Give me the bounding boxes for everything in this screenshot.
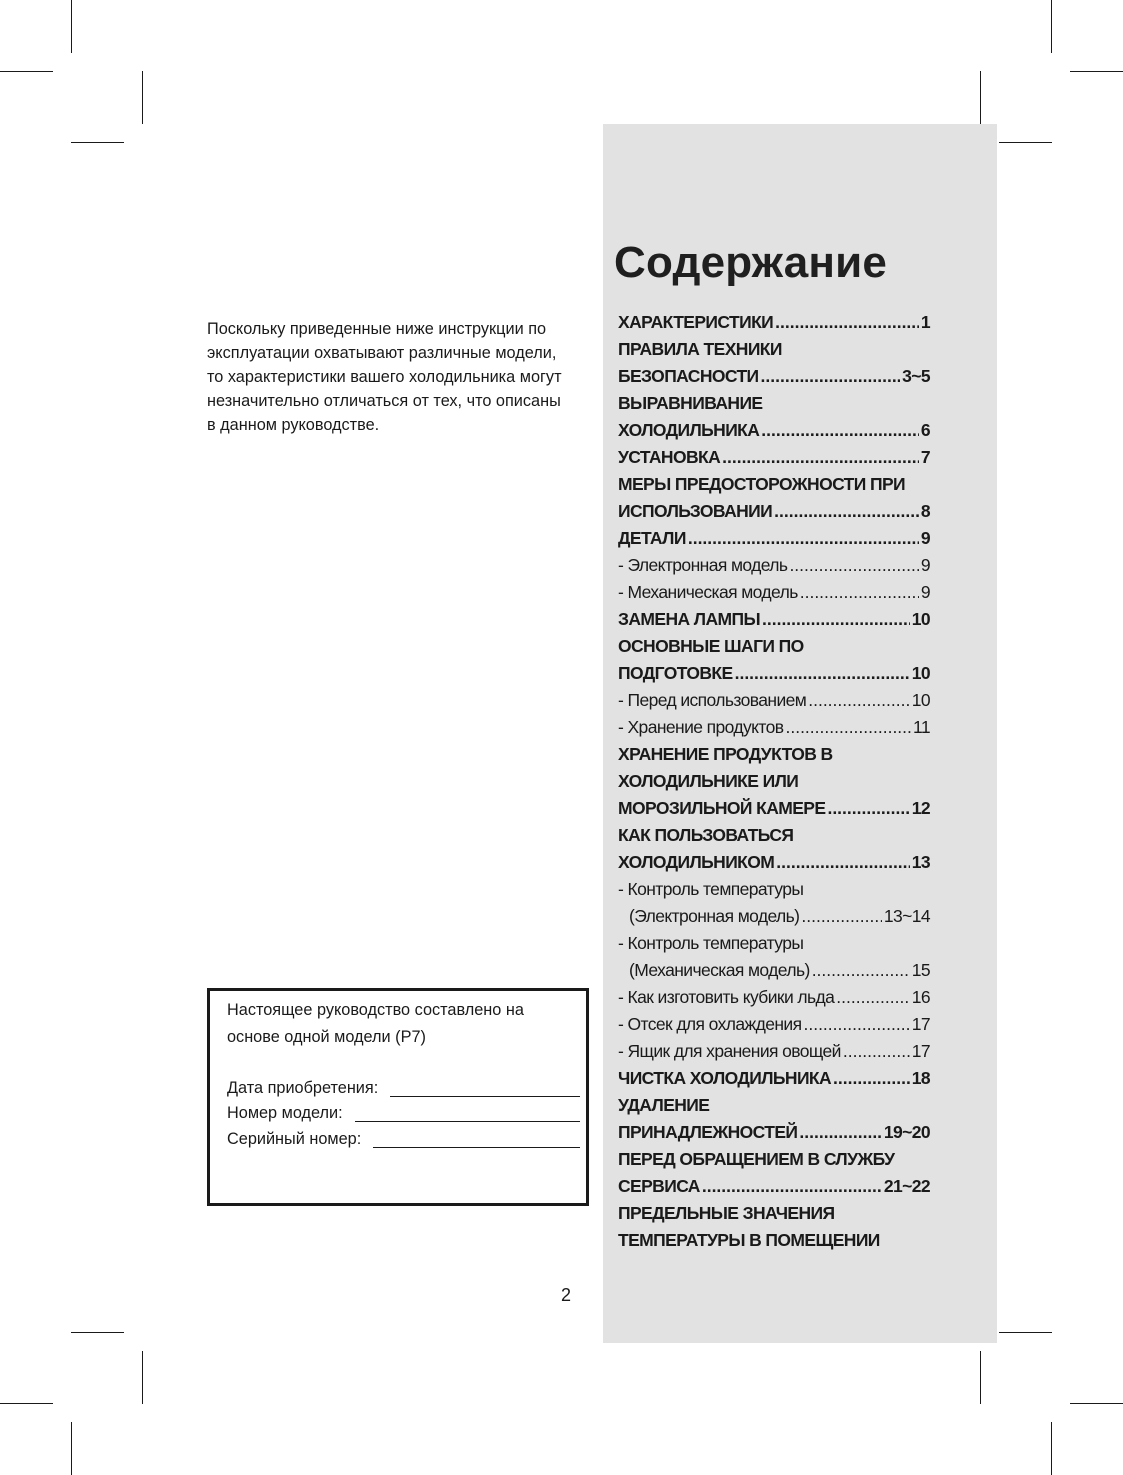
crop-mark bbox=[1051, 0, 1052, 53]
toc-entry-page: 18 bbox=[911, 1068, 930, 1088]
toc-entry-page: 6 bbox=[920, 420, 930, 440]
intro-line: незначительно отличаться от тех, что описаны bbox=[207, 392, 561, 410]
toc-leader-dots bbox=[776, 849, 909, 876]
toc-entry bbox=[618, 1200, 930, 1227]
crop-mark bbox=[980, 1351, 981, 1404]
toc-leader-dots bbox=[775, 309, 919, 336]
toc-entry-page: 9 bbox=[920, 555, 930, 575]
intro-paragraph bbox=[207, 317, 587, 437]
toc-leader-dots bbox=[762, 606, 910, 633]
toc-entry bbox=[618, 1011, 930, 1038]
toc-entry bbox=[618, 1119, 930, 1146]
toc-entry-title: ПРЕДЕЛЬНЫЕ ЗНАЧЕНИЯ bbox=[618, 1203, 835, 1223]
toc-entry-title: - Контроль температуры bbox=[618, 879, 804, 899]
toc-entry bbox=[618, 525, 930, 552]
toc-leader-dots bbox=[722, 444, 919, 471]
toc-entry-page: 21~22 bbox=[883, 1176, 930, 1196]
toc-entry bbox=[618, 741, 930, 768]
toc-leader-dots bbox=[789, 552, 918, 579]
toc-leader-dots bbox=[688, 525, 919, 552]
toc-entry bbox=[618, 1038, 930, 1065]
toc-entry-page: 12 bbox=[911, 798, 930, 818]
toc-entry-page: 7 bbox=[920, 447, 930, 467]
intro-line: то характеристики вашего холодильника могут bbox=[207, 368, 562, 386]
toc-entry-title: ИСПОЛЬЗОВАНИИ bbox=[618, 501, 773, 521]
toc-entry bbox=[618, 822, 930, 849]
model-number-field bbox=[227, 1104, 580, 1128]
toc-entry-page: 19~20 bbox=[883, 1122, 930, 1142]
purchase-info-box bbox=[207, 988, 589, 1206]
toc-entry-title: ЗАМЕНА ЛАМПЫ bbox=[618, 609, 760, 629]
toc-entry-title: СЕРВИСА bbox=[618, 1176, 700, 1196]
toc-entry bbox=[618, 1065, 930, 1092]
toc-entry bbox=[618, 957, 930, 984]
toc-entry-title: УДАЛЕНИЕ bbox=[618, 1095, 710, 1115]
toc-entry-title: БЕЗОПАСНОСТИ bbox=[618, 366, 759, 386]
toc-entry bbox=[618, 1092, 930, 1119]
crop-mark bbox=[999, 142, 1052, 143]
purchase-date-blank bbox=[390, 1079, 580, 1097]
toc-entry bbox=[618, 795, 930, 822]
toc-entry-title: ХАРАКТЕРИСТИКИ bbox=[618, 312, 774, 332]
toc-leader-dots bbox=[803, 1011, 909, 1038]
toc-entry-title: МЕРЫ ПРЕДОСТОРОЖНОСТИ ПРИ bbox=[618, 474, 906, 494]
toc-entry-page: 15 bbox=[911, 960, 930, 980]
serial-number-label: Серийный номер: bbox=[227, 1130, 362, 1148]
toc-entry-page: 8 bbox=[920, 501, 930, 521]
intro-line: эксплуатации охватывают различные модели, bbox=[207, 344, 557, 362]
toc-entry-page: 9 bbox=[920, 582, 930, 602]
toc-leader-dots bbox=[774, 498, 919, 525]
toc-entry-page: 9 bbox=[920, 528, 930, 548]
toc-entry bbox=[618, 417, 930, 444]
toc-entry-title: ПЕРЕД ОБРАЩЕНИЕМ В СЛУЖБУ bbox=[618, 1149, 895, 1169]
toc-leader-dots bbox=[843, 1038, 910, 1065]
toc-entry-title: - Электронная модель bbox=[618, 555, 788, 575]
toc-entry-page: 10 bbox=[911, 609, 930, 629]
toc-leader-dots bbox=[801, 903, 881, 930]
toc-entry bbox=[618, 1146, 930, 1173]
toc-entry bbox=[618, 498, 930, 525]
toc-entry-title: ДЕТАЛИ bbox=[618, 528, 686, 548]
crop-mark bbox=[1051, 1422, 1052, 1475]
toc-entry bbox=[618, 984, 930, 1011]
toc-leader-dots bbox=[761, 417, 919, 444]
toc-entry-title: (Электронная модель) bbox=[629, 906, 800, 926]
toc-entry-title: - Отсек для охлаждения bbox=[618, 1014, 802, 1034]
toc-entry bbox=[618, 606, 930, 633]
intro-line: в данном руководстве. bbox=[207, 416, 380, 434]
toc-entry-title: ЧИСТКА ХОЛОДИЛЬНИКА bbox=[618, 1068, 832, 1088]
toc-leader-dots bbox=[836, 984, 909, 1011]
toc-entry-page: 1 bbox=[920, 312, 930, 332]
toc-leader-dots bbox=[827, 795, 909, 822]
crop-mark bbox=[1070, 71, 1123, 72]
toc-entry-page: 16 bbox=[911, 987, 930, 1007]
toc-entry-page: 10 bbox=[911, 663, 930, 683]
toc-entry-title: УСТАНОВКА bbox=[618, 447, 721, 467]
toc-leader-dots bbox=[812, 957, 910, 984]
toc-entry-page: 17 bbox=[911, 1041, 930, 1061]
toc-entry-title: ПОДГОТОВКЕ bbox=[618, 663, 733, 683]
toc-entry-page: 13~14 bbox=[883, 906, 930, 926]
crop-mark bbox=[71, 0, 72, 53]
toc-entry-title: - Хранение продуктов bbox=[618, 717, 784, 737]
toc-entry-page: 10 bbox=[911, 690, 930, 710]
crop-mark bbox=[999, 1332, 1052, 1333]
page-number: 2 bbox=[561, 1285, 572, 1305]
toc-entry bbox=[618, 768, 930, 795]
manual-note-line: Настоящее руководство составлено на bbox=[227, 1001, 524, 1019]
toc-entry-title: МОРОЗИЛЬНОЙ КАМЕРЕ bbox=[618, 798, 826, 818]
serial-number-blank bbox=[373, 1130, 580, 1148]
toc-entry bbox=[618, 444, 930, 471]
intro-line: Поскольку приведенные ниже инструкции по bbox=[207, 320, 547, 338]
toc-entry bbox=[618, 552, 930, 579]
toc-entry-title: - Ящик для хранения овощей bbox=[618, 1041, 841, 1061]
toc-entry-title: ВЫРАВНИВАНИЕ bbox=[618, 393, 763, 413]
toc-entry bbox=[618, 876, 930, 903]
toc-entry bbox=[618, 309, 930, 336]
toc-entry bbox=[618, 579, 930, 606]
crop-mark bbox=[71, 1422, 72, 1475]
manual-note-line: основе одной модели (P7) bbox=[227, 1028, 426, 1046]
toc-leader-dots bbox=[808, 687, 910, 714]
contents-title: Содержание bbox=[614, 238, 888, 287]
toc-entry-title: (Механическая модель) bbox=[629, 960, 810, 980]
toc-entry-title: ОСНОВНЫЕ ШАГИ ПО bbox=[618, 636, 804, 656]
toc-entry-title: - Контроль температуры bbox=[618, 933, 804, 953]
toc-entry-title: ТЕМПЕРАТУРЫ В ПОМЕЩЕНИИ bbox=[618, 1230, 880, 1250]
toc-entry bbox=[618, 714, 930, 741]
model-number-label: Номер модели: bbox=[227, 1104, 343, 1122]
toc-entry bbox=[618, 1173, 930, 1200]
toc-entry bbox=[618, 336, 930, 363]
toc-entry-page: 3~5 bbox=[902, 366, 930, 386]
purchase-date-field bbox=[227, 1079, 580, 1103]
toc-entry-title: КАК ПОЛЬЗОВАТЬСЯ bbox=[618, 825, 794, 845]
crop-mark bbox=[0, 1403, 53, 1404]
table-of-contents bbox=[618, 309, 930, 1254]
toc-leader-dots bbox=[833, 1065, 910, 1092]
toc-entry-page: 13 bbox=[911, 852, 930, 872]
toc-entry-title: ПРАВИЛА ТЕХНИКИ bbox=[618, 339, 782, 359]
toc-entry bbox=[618, 390, 930, 417]
serial-number-field bbox=[227, 1130, 580, 1154]
toc-entry-title: ХОЛОДИЛЬНИКЕ ИЛИ bbox=[618, 771, 799, 791]
purchase-date-label: Дата приобретения: bbox=[227, 1079, 379, 1097]
toc-leader-dots bbox=[761, 363, 901, 390]
toc-entry-title: - Перед использованием bbox=[618, 690, 807, 710]
toc-entry bbox=[618, 363, 930, 390]
model-number-blank bbox=[355, 1104, 580, 1122]
toc-entry bbox=[618, 687, 930, 714]
contents-panel bbox=[603, 124, 997, 1343]
crop-mark bbox=[0, 71, 53, 72]
toc-entry-title: ПРИНАДЛЕЖНОСТЕЙ bbox=[618, 1122, 798, 1142]
crop-mark bbox=[1070, 1403, 1123, 1404]
toc-entry-page: 11 bbox=[913, 717, 930, 737]
toc-entry bbox=[618, 930, 930, 957]
toc-entry bbox=[618, 849, 930, 876]
crop-mark bbox=[71, 1332, 124, 1333]
toc-entry bbox=[618, 633, 930, 660]
crop-mark bbox=[142, 71, 143, 124]
toc-entry-title: ХОЛОДИЛЬНИКОМ bbox=[618, 852, 775, 872]
toc-entry-title: ХРАНЕНИЕ ПРОДУКТОВ В bbox=[618, 744, 833, 764]
toc-entry-title: ХОЛОДИЛЬНИКА bbox=[618, 420, 760, 440]
crop-mark bbox=[71, 142, 124, 143]
toc-entry-title: - Как изготовить кубики льда bbox=[618, 987, 835, 1007]
toc-leader-dots bbox=[735, 660, 910, 687]
toc-entry bbox=[618, 471, 930, 498]
toc-leader-dots bbox=[800, 579, 919, 606]
toc-entry-page: 17 bbox=[911, 1014, 930, 1034]
toc-entry bbox=[618, 660, 930, 687]
toc-entry-title: - Механическая модель bbox=[618, 582, 798, 602]
toc-leader-dots bbox=[799, 1119, 881, 1146]
toc-entry bbox=[618, 903, 930, 930]
crop-mark bbox=[142, 1351, 143, 1404]
toc-entry bbox=[618, 1227, 930, 1254]
toc-leader-dots bbox=[785, 714, 911, 741]
crop-mark bbox=[980, 71, 981, 124]
toc-leader-dots bbox=[702, 1173, 882, 1200]
